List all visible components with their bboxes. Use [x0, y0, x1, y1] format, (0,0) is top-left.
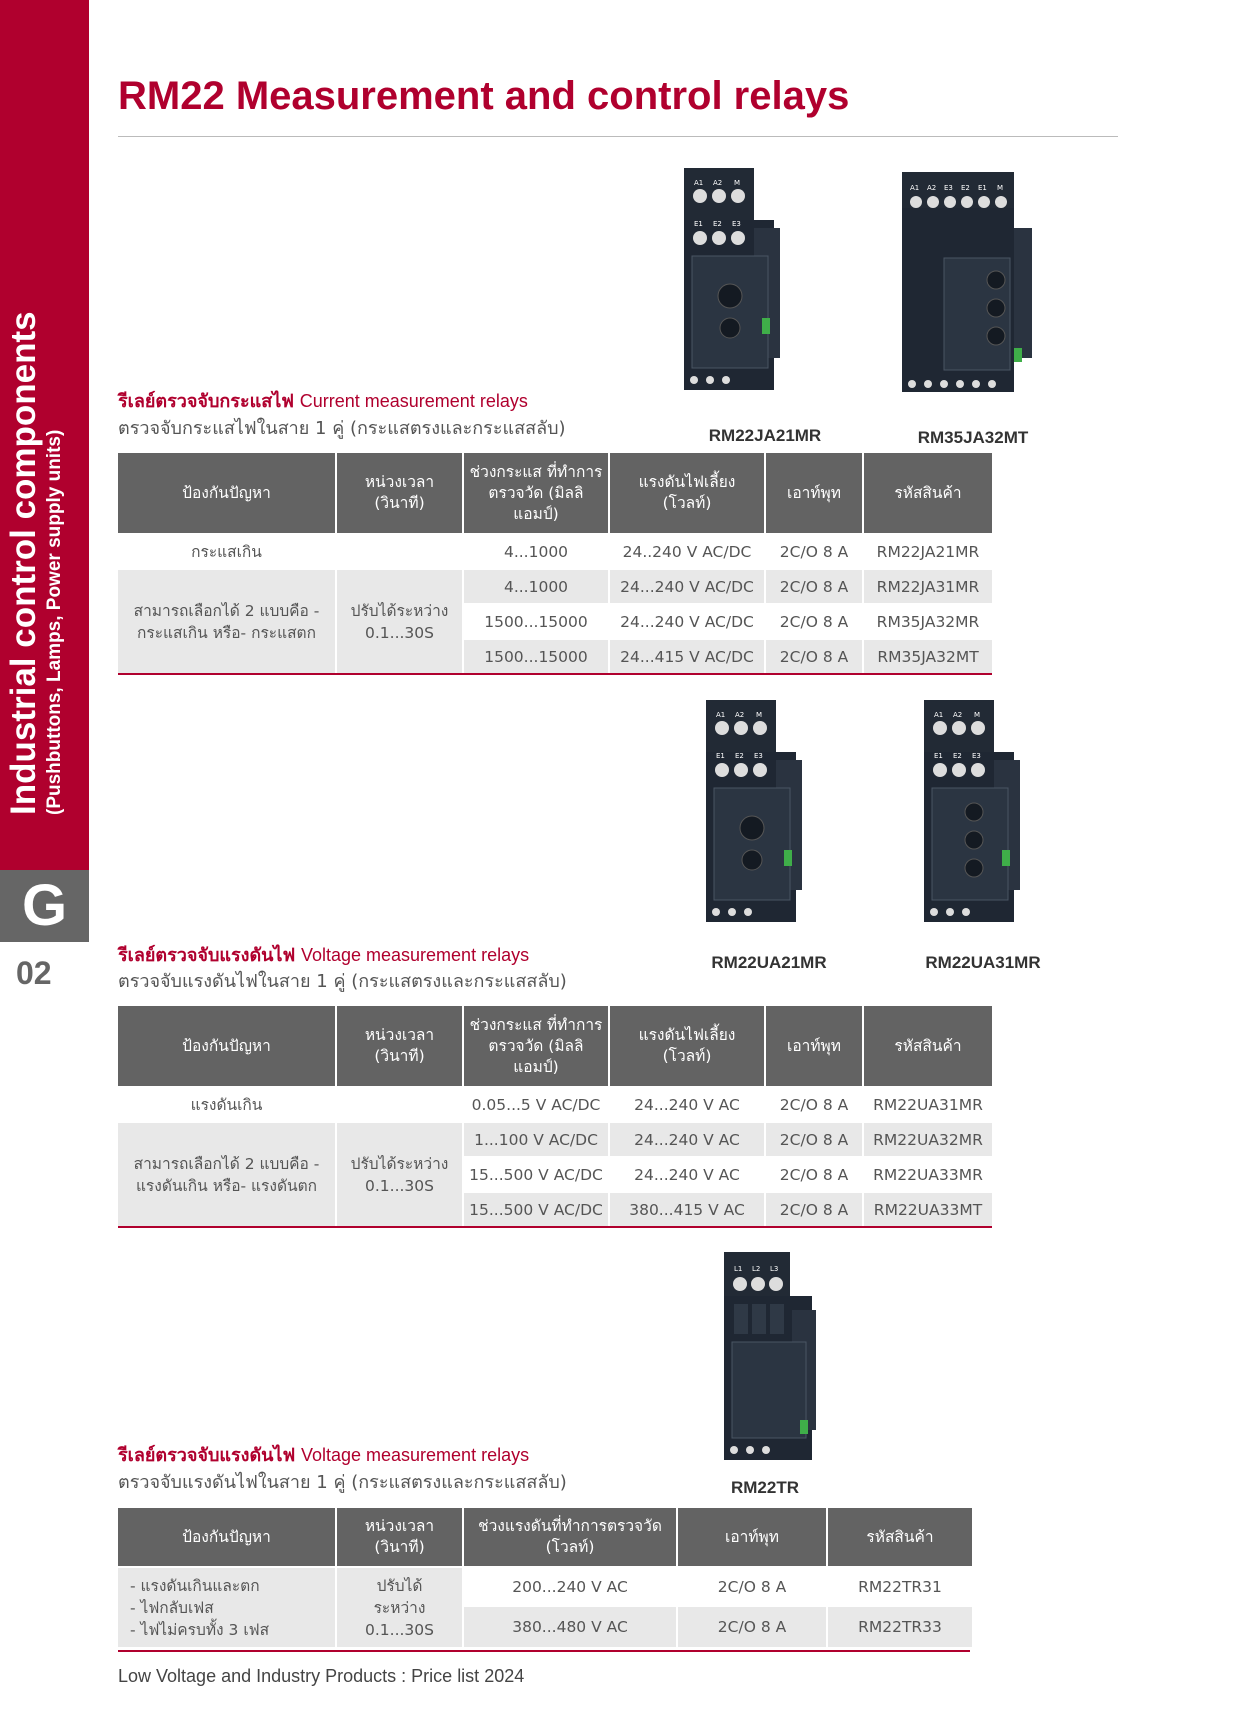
svg-text:M: M — [974, 711, 981, 719]
spec-table — [116, 453, 994, 673]
section-heading-en: Voltage measurement relays — [300, 1445, 530, 1465]
table-cell: ปรับได้ระหว่าง 0.1...30S — [337, 1121, 462, 1226]
table-row — [118, 1121, 992, 1156]
table-cell: RM22UA31MR — [864, 1086, 992, 1121]
column-header: หน่วงเวลา (วินาที) — [337, 1508, 462, 1566]
column-header: เอาท์พุท — [766, 453, 862, 533]
protect-line: - ไฟไม่ครบทั้ง 3 เฟส — [130, 1620, 270, 1639]
column-header: หน่วงเวลา (วินาที) — [337, 453, 462, 533]
column-header: ช่วงกระแส ที่ทำการตรวจวัด (มิลลิแอมป์) — [464, 453, 608, 533]
section-letter-badge: G — [0, 870, 89, 942]
table-cell: 24...240 V AC — [610, 1121, 764, 1156]
column-header: รหัสสินค้า — [864, 1006, 992, 1086]
table-row — [118, 1566, 972, 1605]
section-heading-th: รีเลย์ตรวจจับแรงดันไฟ — [118, 1445, 296, 1466]
table-cell — [337, 533, 462, 568]
svg-text:E2: E2 — [953, 752, 962, 760]
table-cell: 2C/O 8 A — [766, 1191, 862, 1226]
table-cell: 380...480 V AC — [464, 1605, 676, 1647]
svg-text:E3: E3 — [732, 220, 741, 228]
column-header: ป้องกันปัญหา — [118, 453, 335, 533]
svg-text:M: M — [756, 711, 763, 719]
svg-text:E3: E3 — [972, 752, 981, 760]
protect-line: - ไฟกลับเฟส — [130, 1598, 214, 1617]
svg-text:A1: A1 — [694, 179, 704, 187]
product-label: RM35JA32MT — [917, 428, 1029, 447]
sidebar-title-block — [4, 0, 88, 815]
table-cell: 2C/O 8 A — [766, 533, 862, 568]
table-cell: 2C/O 8 A — [766, 1121, 862, 1156]
table-row — [118, 568, 992, 603]
table-cell: 1...100 V AC/DC — [464, 1121, 608, 1156]
section-heading — [118, 1440, 529, 1469]
table-cell: RM35JA32MR — [864, 603, 992, 638]
protect-line: - แรงดันเกินและตก — [130, 1576, 260, 1595]
page-number: 02 — [16, 955, 52, 991]
column-header: ช่วงแรงดันที่ทำการตรวจวัด (โวลท์) — [464, 1508, 676, 1566]
svg-text:A2: A2 — [927, 184, 937, 192]
svg-text:A2: A2 — [713, 179, 723, 187]
table-cell: 4...1000 — [464, 568, 608, 603]
svg-text:A1: A1 — [934, 711, 944, 719]
svg-text:E3: E3 — [754, 752, 763, 760]
table-cell: แรงดันเกิน — [118, 1086, 335, 1121]
table-cell: RM22TR33 — [828, 1605, 972, 1647]
delay-line: 0.1...30S — [365, 1620, 434, 1639]
section-heading-th: รีเลย์ตรวจจับแรงดันไฟ — [118, 945, 296, 966]
delay-line: ระหว่าง — [373, 1598, 426, 1617]
page-title: RM22 Measurement and control relays — [118, 74, 850, 118]
product-image-rm22tr — [718, 1252, 822, 1464]
table-cell: RM22TR31 — [828, 1566, 972, 1605]
table-cell: RM22JA21MR — [864, 533, 992, 568]
table-cell: 2C/O 8 A — [678, 1566, 826, 1605]
table-header-row — [118, 1508, 972, 1566]
product-label: RM22UA21MR — [711, 953, 827, 972]
spec-table — [116, 1508, 974, 1647]
table-cell: สามารถเลือกได้ 2 แบบคือ - กระแสเกิน หรือ- กระแสตก — [118, 568, 335, 673]
svg-text:A2: A2 — [735, 711, 745, 719]
table-header-row — [118, 453, 992, 533]
column-header: แรงดันไฟเลี้ยง (โวลท์) — [610, 453, 764, 533]
sidebar-title: Industrial control components — [4, 311, 43, 815]
table-bottom-rule — [118, 1650, 970, 1652]
svg-text:L1: L1 — [734, 1265, 743, 1273]
table-cell: 15...500 V AC/DC — [464, 1156, 608, 1191]
column-header: รหัสสินค้า — [828, 1508, 972, 1566]
table-cell — [118, 1566, 335, 1647]
table-cell: 200...240 V AC — [464, 1566, 676, 1605]
table-cell: 24...240 V AC/DC — [610, 603, 764, 638]
table-cell: 4...1000 — [464, 533, 608, 568]
svg-text:M: M — [734, 179, 741, 187]
table-cell: 2C/O 8 A — [678, 1605, 826, 1647]
svg-text:E3: E3 — [944, 184, 953, 192]
table-cell: 24...415 V AC/DC — [610, 638, 764, 673]
table-cell: 2C/O 8 A — [766, 568, 862, 603]
section-heading-en: Voltage measurement relays — [300, 945, 530, 965]
table-cell: 2C/O 8 A — [766, 1086, 862, 1121]
section-subheading: ตรวจจับแรงดันไฟในสาย 1 คู่ (กระแสตรงและกระแสสลับ) — [118, 971, 567, 992]
table-row — [118, 1086, 992, 1121]
table-row — [118, 533, 992, 568]
table-header-row — [118, 1006, 992, 1086]
svg-text:L3: L3 — [770, 1265, 779, 1273]
table-cell: 1500...15000 — [464, 638, 608, 673]
section-subheading: ตรวจจับกระแสไฟในสาย 1 คู่ (กระแสตรงและกระแสสลับ) — [118, 418, 566, 439]
column-header: ป้องกันปัญหา — [118, 1508, 335, 1566]
column-header: เอาท์พุท — [678, 1508, 826, 1566]
table-cell: 15...500 V AC/DC — [464, 1191, 608, 1226]
delay-line: ปรับได้ — [376, 1576, 423, 1595]
svg-text:E1: E1 — [934, 752, 943, 760]
product-image-rm22ua21mr — [700, 700, 808, 926]
page-footer: Low Voltage and Industry Products : Price list 2024 — [118, 1666, 525, 1686]
product-image-rm22ja21mr — [678, 168, 786, 394]
svg-text:E1: E1 — [716, 752, 725, 760]
table-cell: RM22UA32MR — [864, 1121, 992, 1156]
table-cell: RM22UA33MT — [864, 1191, 992, 1226]
table-cell — [337, 1566, 462, 1647]
svg-text:E1: E1 — [694, 220, 703, 228]
spec-table — [116, 1006, 994, 1226]
table-cell: 2C/O 8 A — [766, 1156, 862, 1191]
svg-text:A1: A1 — [910, 184, 920, 192]
svg-text:A2: A2 — [953, 711, 963, 719]
table-cell: 380...415 V AC — [610, 1191, 764, 1226]
sidebar-subtitle: (Pushbuttons, Lamps, Power supply units) — [44, 429, 65, 815]
section-heading — [118, 940, 529, 969]
svg-text:E1: E1 — [978, 184, 987, 192]
product-label: RM22JA21MR — [708, 426, 822, 445]
table-cell: 2C/O 8 A — [766, 603, 862, 638]
product-label: RM22TR — [730, 1478, 799, 1497]
section-subheading: ตรวจจับแรงดันไฟในสาย 1 คู่ (กระแสตรงและกระแสสลับ) — [118, 1472, 567, 1493]
table-cell: 24..240 V AC/DC — [610, 533, 764, 568]
table-cell: 1500...15000 — [464, 603, 608, 638]
column-header: เอาท์พุท — [766, 1006, 862, 1086]
product-image-rm35ja32mt — [898, 172, 1036, 396]
svg-text:E2: E2 — [961, 184, 970, 192]
column-header: รหัสสินค้า — [864, 453, 992, 533]
table-cell: 24...240 V AC/DC — [610, 568, 764, 603]
svg-text:A1: A1 — [716, 711, 726, 719]
column-header: แรงดันไฟเลี้ยง (โวลท์) — [610, 1006, 764, 1086]
column-header: หน่วงเวลา (วินาที) — [337, 1006, 462, 1086]
table-cell: 2C/O 8 A — [766, 638, 862, 673]
product-label: RM22UA31MR — [925, 953, 1041, 972]
table-cell: 0.05...5 V AC/DC — [464, 1086, 608, 1121]
table-cell: ปรับได้ระหว่าง 0.1...30S — [337, 568, 462, 673]
section-heading-th: รีเลย์ตรวจจับกระแสไฟ — [118, 391, 295, 412]
product-image-rm22ua31mr — [918, 700, 1026, 926]
svg-text:E2: E2 — [735, 752, 744, 760]
column-header: ป้องกันปัญหา — [118, 1006, 335, 1086]
section-heading-en: Current measurement relays — [299, 391, 528, 411]
table-bottom-rule — [118, 1226, 992, 1228]
svg-text:M: M — [997, 184, 1004, 192]
column-header: ช่วงกระแส ที่ทำการตรวจวัด (มิลลิแอมป์) — [464, 1006, 608, 1086]
table-cell — [337, 1086, 462, 1121]
svg-text:E2: E2 — [713, 220, 722, 228]
section-heading — [118, 386, 528, 415]
table-bottom-rule — [118, 673, 992, 675]
table-cell: RM35JA32MT — [864, 638, 992, 673]
table-cell: 24...240 V AC — [610, 1086, 764, 1121]
table-cell: 24...240 V AC — [610, 1156, 764, 1191]
table-cell: สามารถเลือกได้ 2 แบบคือ - แรงดันเกิน หรือ- แรงดันตก — [118, 1121, 335, 1226]
table-cell: กระแสเกิน — [118, 533, 335, 568]
title-divider — [118, 136, 1118, 137]
svg-text:L2: L2 — [752, 1265, 761, 1273]
table-cell: RM22JA31MR — [864, 568, 992, 603]
table-cell: RM22UA33MR — [864, 1156, 992, 1191]
